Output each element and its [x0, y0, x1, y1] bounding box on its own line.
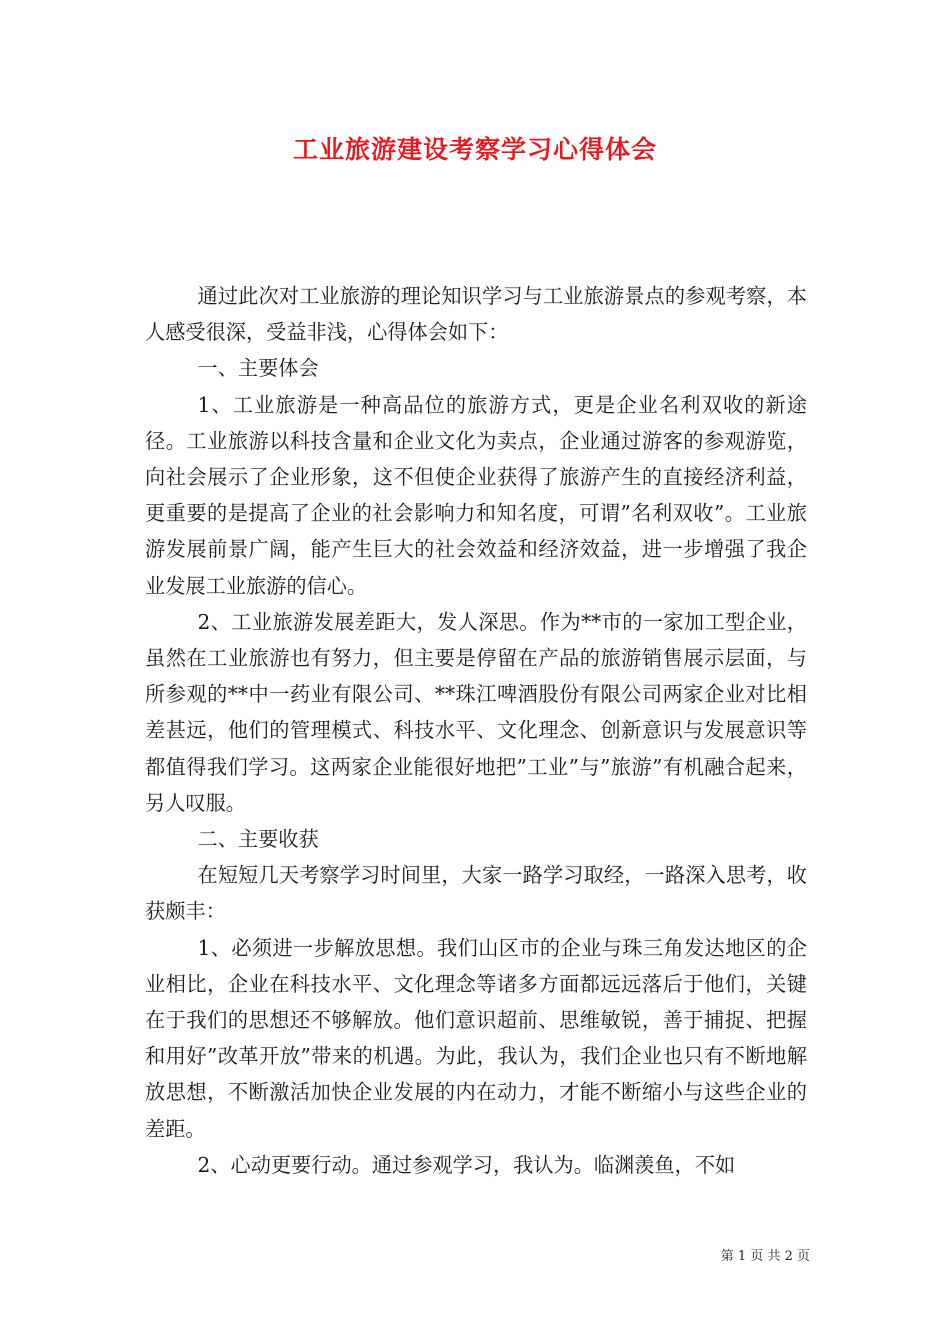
paragraph-2-intro: 在短短几天考察学习时间里，大家一路学习取经，一路深入思考，收获颇丰：: [145, 863, 807, 924]
section-heading-2: 二、主要收获: [197, 827, 319, 852]
paragraph-1-1: 1、工业旅游是一种高品位的旅游方式，更是企业名利双收的新途径。工业旅游以科技含量和企业文化为卖点，企业通过游客的参观游览，向社会展示了企业形象，这不但使企业获得了旅游产生的直接经济利益，更重要的是提高了企业的社会影响力和知名度，可谓”名利双收”。工业旅游发展前景广阔，能产生巨大的社会效益和经济效益，进一步增强了我企业发展工业旅游的信心。: [145, 392, 807, 598]
section-heading-1: 一、主要体会: [197, 356, 319, 381]
page-number-footer: 第 1 页 共 2 页: [720, 1249, 810, 1264]
paragraph-2-2: 2、心动更要行动。通过参观学习，我认为。临渊羡鱼，不如: [197, 1152, 736, 1177]
paragraph-2-1: 1、必须进一步解放思想。我们山区市的企业与珠三角发达地区的企业相比，企业在科技水平、文化理念等诸多方面都远远落后于他们，关键在于我们的思想还不够解放。他们意识超前、思维敏锐，善于捕捉、把握和用好”改革开放”带来的机遇。为此，我认为，我们企业也只有不断地解放思想，不断激活加快企业发展的内在动力，才能不断缩小与这些企业的差距。: [145, 935, 807, 1141]
document-title: 工业旅游建设考察学习心得体会: [292, 135, 657, 164]
document-body: [145, 278, 807, 1183]
paragraph-1-2: 2、工业旅游发展差距大，发人深思。作为**市的一家加工型企业，虽然在工业旅游也有努力，但主要是停留在产品的旅游销售展示层面，与所参观的**中一药业有限公司、**珠江啤酒股份有限公司两家企业对比相差甚远，他们的管理模式、科技水平、文化理念、创新意识与发展意识等都值得我们学习。这两家企业能很好地把”工业”与”旅游”有机融合起来，另人叹服。: [145, 609, 807, 815]
paragraph-intro: 通过此次对工业旅游的理论知识学习与工业旅游景点的参观考察，本人感受很深，受益非浅，心得体会如下：: [145, 284, 807, 345]
